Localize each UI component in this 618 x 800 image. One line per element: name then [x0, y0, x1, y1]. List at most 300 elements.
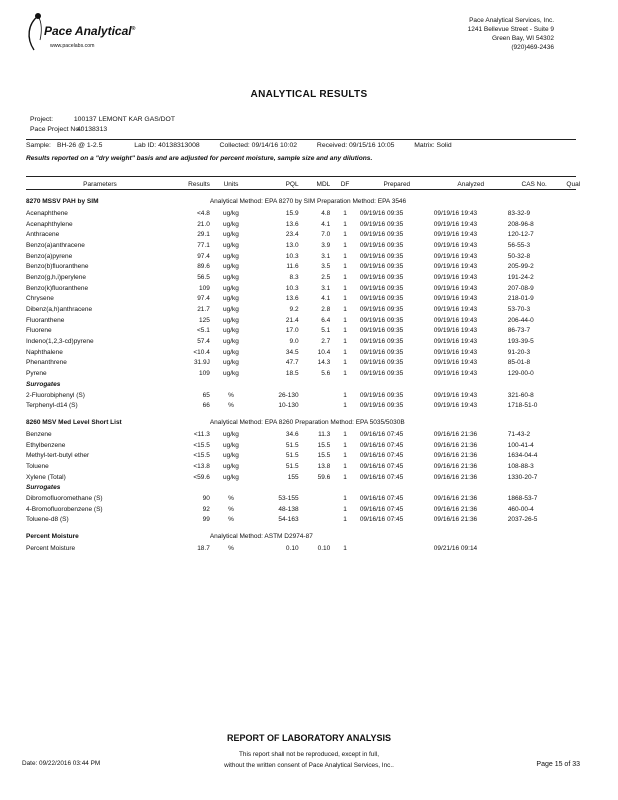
table-cell: 1	[343, 252, 347, 260]
table-cell	[299, 504, 331, 515]
table-cell: 1	[343, 348, 347, 356]
pace-project-line	[30, 125, 107, 135]
table-cell: 1	[343, 473, 347, 481]
section-header-row	[26, 190, 586, 208]
table-cell	[561, 283, 586, 294]
table-cell: 120-12-7	[507, 231, 534, 239]
table-row	[26, 543, 586, 554]
surrogate-row	[26, 390, 586, 401]
table-cell	[299, 493, 331, 504]
table-cell	[561, 390, 586, 401]
table-row	[26, 358, 586, 369]
table-cell: 10.3	[285, 252, 299, 260]
table-cell: Terphenyl-d14 (S)	[26, 402, 78, 410]
table-cell: 3.1	[321, 284, 331, 292]
logo-url: www.pacelabs.com	[50, 43, 95, 49]
table-cell: 1868-53-7	[507, 495, 538, 503]
surrogate-row	[26, 515, 586, 526]
table-cell	[561, 515, 586, 526]
received-date: Received: 09/15/16 10:05	[316, 142, 395, 149]
table-cell: %	[228, 391, 234, 399]
table-cell: Benzene	[26, 430, 52, 438]
table-cell: 09/19/16 09:35	[359, 327, 404, 335]
table-cell	[561, 429, 586, 440]
table-cell: ug/kg	[223, 241, 239, 249]
table-cell: <59.6	[193, 473, 210, 481]
table-cell: ug/kg	[223, 273, 239, 281]
table-cell: 09/19/16 09:35	[359, 295, 404, 303]
table-cell	[360, 543, 434, 554]
table-cell	[561, 472, 586, 483]
table-cell: <11.3	[193, 430, 210, 438]
table-cell: 10.4	[317, 348, 331, 356]
table-cell: 2037-26-5	[507, 516, 538, 524]
table-cell: 2.5	[321, 273, 331, 281]
table-cell: 4.8	[321, 209, 331, 217]
table-cell: 218-01-9	[507, 295, 534, 303]
table-cell: 1	[343, 338, 347, 346]
table-row	[26, 229, 586, 240]
table-cell	[561, 358, 586, 369]
table-cell: 191-24-2	[507, 273, 534, 281]
table-cell: 90	[202, 495, 210, 503]
table-cell: 1	[343, 505, 347, 513]
table-cell: 09/19/16 19:43	[433, 220, 478, 228]
table-cell: %	[228, 505, 234, 513]
table-cell: Ethylbenzene	[26, 441, 66, 449]
col-header: Prepared	[383, 180, 411, 188]
table-cell: 1	[343, 495, 347, 503]
table-cell: 5.6	[321, 370, 331, 378]
table-cell: 18.7	[197, 545, 210, 553]
table-cell: 09/19/16 19:43	[433, 338, 478, 346]
table-cell	[561, 493, 586, 504]
table-cell: 09/16/16 21:36	[433, 495, 478, 503]
table-cell: 1	[343, 220, 347, 228]
table-cell	[561, 208, 586, 219]
table-cell: 1	[343, 306, 347, 314]
table-cell: ug/kg	[223, 359, 239, 367]
table-cell: 1	[343, 462, 347, 470]
table-cell: <5.1	[197, 327, 210, 335]
col-header: DF	[340, 180, 350, 188]
table-cell: ug/kg	[223, 209, 239, 217]
table-cell: ug/kg	[223, 231, 239, 239]
table-cell	[299, 515, 331, 526]
section-method: Analytical Method: EPA 8260 Preparation Method: EPA 5035/5030B	[209, 418, 405, 426]
table-cell: Benzo(b)fluoranthene	[26, 263, 89, 271]
table-cell: <13.8	[193, 462, 210, 470]
section-header-row	[26, 411, 586, 429]
table-row	[26, 440, 586, 451]
lab-address-line2: Green Bay, WI 54302	[491, 35, 554, 42]
table-cell: Methyl-tert-butyl ether	[26, 452, 90, 460]
table-cell: 09/19/16 09:35	[359, 359, 404, 367]
table-cell	[561, 304, 586, 315]
table-cell: 21.0	[197, 220, 210, 228]
table-cell: ug/kg	[223, 370, 239, 378]
table-cell: 1	[343, 516, 347, 524]
table-cell: 09/19/16 19:43	[433, 402, 478, 410]
table-cell	[561, 251, 586, 262]
table-cell: 09/16/16 07:45	[359, 473, 404, 481]
table-cell: 13.6	[285, 220, 299, 228]
table-cell	[561, 326, 586, 337]
table-cell: %	[228, 495, 234, 503]
table-cell: 1	[343, 430, 347, 438]
lab-address-line1: 1241 Bellevue Street - Suite 9	[467, 26, 554, 33]
table-row	[26, 283, 586, 294]
surrogate-row	[26, 493, 586, 504]
table-cell: 1634-04-4	[507, 452, 538, 460]
table-cell: 09/21/16 09:14	[433, 545, 478, 553]
table-cell: 100-41-4	[507, 441, 534, 449]
table-cell: 09/16/16 21:36	[433, 452, 478, 460]
table-cell: ug/kg	[223, 327, 239, 335]
table-cell: 09/19/16 19:43	[433, 370, 478, 378]
col-header: MDL	[316, 180, 331, 188]
table-row	[26, 294, 586, 305]
table-cell	[561, 272, 586, 283]
table-cell	[561, 240, 586, 251]
surrogates-label: Surrogates	[26, 484, 61, 492]
table-cell: 2.8	[321, 306, 331, 314]
table-cell: <15.5	[193, 441, 210, 449]
table-cell: 09/19/16 19:43	[433, 273, 478, 281]
table-cell: Indeno(1,2,3-cd)pyrene	[26, 338, 94, 346]
project-value: 100137 LEMONT KAR GAS/DOT	[73, 116, 176, 123]
table-cell	[561, 315, 586, 326]
table-cell: 53-155	[278, 495, 299, 503]
table-cell: 09/19/16 09:35	[359, 306, 404, 314]
sample-label: Sample:	[26, 142, 51, 149]
col-header: Parameters	[83, 180, 117, 188]
table-cell: 09/16/16 07:45	[359, 462, 404, 470]
section-method: Analytical Method: ASTM D2974-87	[209, 532, 313, 540]
collected-date: Collected: 09/14/16 10:02	[219, 142, 298, 149]
table-cell: ug/kg	[223, 252, 239, 260]
divider	[26, 139, 576, 140]
table-cell: 108-88-3	[507, 462, 534, 470]
table-cell	[561, 336, 586, 347]
table-cell: 09/19/16 19:43	[433, 391, 478, 399]
pace-project-label: Pace Project No.:	[30, 126, 83, 133]
table-cell	[561, 450, 586, 461]
table-cell: 21.4	[285, 316, 299, 324]
table-cell: 11.3	[318, 430, 331, 438]
table-cell: 3.5	[321, 263, 331, 271]
table-cell: Fluoranthene	[26, 316, 65, 324]
table-cell	[508, 543, 561, 554]
table-cell: ug/kg	[223, 263, 239, 271]
table-cell	[561, 440, 586, 451]
table-cell: 09/16/16 07:45	[359, 441, 404, 449]
table-cell: 5.1	[321, 327, 331, 335]
col-header: Qual	[566, 180, 581, 188]
table-cell: 50-32-8	[507, 252, 531, 260]
table-cell: ug/kg	[223, 348, 239, 356]
table-cell: 1718-51-0	[507, 402, 538, 410]
table-cell: 09/16/16 21:36	[433, 441, 478, 449]
lab-id: Lab ID: 40138313008	[134, 142, 200, 149]
table-cell: 09/19/16 09:35	[359, 284, 404, 292]
header-divider-top	[26, 176, 576, 177]
table-cell: 09/19/16 09:35	[359, 338, 404, 346]
table-cell: 09/19/16 19:43	[433, 306, 478, 314]
table-cell: 51.5	[285, 452, 299, 460]
table-cell: 92	[202, 505, 210, 513]
table-cell: Acenaphthene	[26, 209, 68, 217]
section-method: Analytical Method: EPA 8270 by SIM Preparation Method: EPA 3546	[209, 197, 407, 205]
table-cell: 09/19/16 09:35	[359, 220, 404, 228]
table-cell: 9.0	[289, 338, 299, 346]
table-cell: 0.10	[285, 545, 299, 553]
table-cell: 09/19/16 19:43	[433, 327, 478, 335]
table-cell: 15.5	[317, 441, 331, 449]
table-cell: 15.5	[317, 452, 331, 460]
table-cell: 59.6	[317, 473, 331, 481]
table-cell: 1	[343, 327, 347, 335]
table-cell: 6.4	[321, 316, 331, 324]
table-cell: 89.6	[197, 263, 210, 271]
table-cell: 1	[343, 209, 347, 217]
table-cell: 97.4	[197, 295, 210, 303]
table-row	[26, 261, 586, 272]
table-cell: 34.5	[285, 348, 299, 356]
table-cell: 23.4	[285, 231, 299, 239]
table-cell: 1	[343, 316, 347, 324]
table-cell: 65	[202, 391, 210, 399]
table-cell: Percent Moisture	[26, 545, 76, 553]
table-cell: ug/kg	[223, 430, 239, 438]
table-cell: 86-73-7	[507, 327, 531, 335]
table-cell: Benzo(g,h,i)perylene	[26, 273, 86, 281]
table-cell: 09/19/16 19:43	[433, 231, 478, 239]
table-cell: ug/kg	[223, 306, 239, 314]
section-name: 8270 MSSV PAH by SIM	[26, 197, 99, 205]
table-cell: Naphthalene	[26, 348, 63, 356]
table-cell	[561, 294, 586, 305]
table-cell: 460-00-4	[507, 505, 534, 513]
table-cell: 4-Bromofluorobenzene (S)	[26, 505, 103, 513]
table-cell: ug/kg	[223, 452, 239, 460]
table-cell: Toluene-d8 (S)	[26, 516, 69, 524]
footer-title: REPORT OF LABORATORY ANALYSIS	[226, 733, 392, 743]
table-cell: 54-163	[278, 516, 299, 524]
table-cell: 09/16/16 21:36	[433, 473, 478, 481]
table-cell: 208-96-8	[507, 220, 534, 228]
table-cell: 13.8	[317, 462, 331, 470]
table-cell	[299, 400, 331, 411]
surrogates-header-row	[26, 379, 586, 390]
table-cell: 56.5	[197, 273, 210, 281]
col-header: PQL	[285, 180, 299, 188]
table-cell	[561, 461, 586, 472]
table-cell: 1	[343, 452, 347, 460]
table-cell: 193-39-5	[507, 338, 534, 346]
table-cell: 47.7	[285, 359, 299, 367]
table-row	[26, 219, 586, 230]
table-cell	[561, 400, 586, 411]
page-number: Page 15 of 33	[536, 761, 580, 768]
surrogate-row	[26, 400, 586, 411]
table-cell: Toluene	[26, 462, 49, 470]
table-cell: <15.5	[193, 452, 210, 460]
logo-text: Pace Analytical	[44, 24, 132, 38]
table-cell: Xylene (Total)	[26, 473, 66, 481]
table-cell: 155	[287, 473, 299, 481]
table-cell: 66	[202, 402, 210, 410]
table-cell: Benzo(a)pyrene	[26, 252, 73, 260]
table-cell: 206-44-0	[507, 316, 534, 324]
table-cell: 207-08-9	[507, 284, 534, 292]
table-row	[26, 450, 586, 461]
table-cell: 29.1	[197, 231, 210, 239]
table-cell: 205-99-2	[507, 263, 534, 271]
table-cell: Fluorene	[26, 327, 52, 335]
table-cell: 10-130	[278, 402, 299, 410]
table-cell: 2.7	[321, 338, 331, 346]
table-cell: 15.9	[285, 209, 299, 217]
table-cell: 321-60-8	[507, 391, 534, 399]
table-cell: <10.4	[193, 348, 210, 356]
lab-phone: (920)469-2436	[511, 44, 554, 51]
table-cell: 1	[343, 545, 347, 553]
table-cell: Pyrene	[26, 370, 47, 378]
table-cell: 26-130	[278, 391, 299, 399]
table-cell: 51.5	[285, 441, 299, 449]
table-row	[26, 304, 586, 315]
footer-line1: This report shall not be reproduced, except in full,	[239, 751, 379, 758]
table-cell: 09/19/16 09:35	[359, 209, 404, 217]
table-cell: 09/19/16 09:35	[359, 241, 404, 249]
table-cell: 1	[343, 284, 347, 292]
project-line	[30, 115, 175, 125]
table-cell: ug/kg	[223, 462, 239, 470]
table-cell	[561, 261, 586, 272]
table-cell: 17.0	[285, 327, 299, 335]
table-cell: 3.1	[321, 252, 331, 260]
table-row	[26, 461, 586, 472]
table-row	[26, 429, 586, 440]
col-header: Results	[188, 180, 210, 188]
table-cell: 1	[343, 241, 347, 249]
table-row	[26, 472, 586, 483]
table-cell: 0.10	[317, 545, 331, 553]
table-cell: 1	[343, 273, 347, 281]
page-title: ANALYTICAL RESULTS	[250, 89, 368, 100]
table-cell	[561, 219, 586, 230]
table-cell: 09/16/16 21:36	[433, 516, 478, 524]
table-cell: 34.6	[285, 430, 299, 438]
table-cell: 7.0	[321, 231, 331, 239]
table-cell: 09/19/16 19:43	[433, 348, 478, 356]
table-cell: 71-43-2	[507, 430, 531, 438]
section-name: 8260 MSV Med Level Short List	[26, 418, 122, 426]
table-header-row	[26, 178, 586, 190]
table-cell: 09/16/16 07:45	[359, 505, 404, 513]
table-cell	[561, 543, 586, 554]
logo-registered: ®	[131, 26, 136, 32]
table-cell: 09/16/16 21:36	[433, 430, 478, 438]
table-cell: 09/16/16 07:45	[359, 430, 404, 438]
table-cell: 09/19/16 19:43	[433, 295, 478, 303]
table-cell: 09/19/16 19:43	[433, 252, 478, 260]
table-cell: 99	[202, 516, 210, 524]
table-cell: Acenaphthylene	[26, 220, 73, 228]
table-cell: 1	[343, 370, 347, 378]
table-cell: 09/19/16 09:35	[359, 263, 404, 271]
table-cell: ug/kg	[223, 473, 239, 481]
table-cell: 14.3	[317, 359, 331, 367]
table-cell: 77.1	[197, 241, 210, 249]
lab-address	[468, 16, 554, 52]
table-cell: 09/16/16 21:36	[433, 505, 478, 513]
sample-info	[26, 142, 470, 149]
table-cell: 48-138	[278, 505, 299, 513]
table-cell: 85-01-8	[507, 359, 531, 367]
table-cell: %	[228, 516, 234, 524]
sample-id: BH-26 @ 1-2.5	[56, 142, 103, 149]
table-cell: 109	[198, 284, 210, 292]
section-name: Percent Moisture	[26, 532, 79, 540]
report-date: Date: 09/22/2016 03:44 PM	[22, 760, 101, 767]
footer-line2: without the written consent of Pace Analytical Services, Inc..	[224, 762, 394, 769]
table-row	[26, 368, 586, 379]
pace-logo	[20, 10, 140, 58]
table-cell: Anthracene	[26, 231, 60, 239]
table-cell: 09/19/16 09:35	[359, 231, 404, 239]
table-cell	[561, 504, 586, 515]
col-header: Units	[223, 180, 239, 188]
table-cell: Benzo(a)anthracene	[26, 241, 85, 249]
table-cell: 09/16/16 07:45	[359, 495, 404, 503]
table-cell: 1	[343, 391, 347, 399]
table-cell: 4.1	[321, 220, 331, 228]
table-cell: 09/19/16 19:43	[433, 263, 478, 271]
table-cell	[299, 390, 331, 401]
table-cell: Dibenz(a,h)anthracene	[26, 306, 93, 314]
table-cell: %	[228, 402, 234, 410]
table-cell: 2-Fluorobiphenyl (S)	[26, 391, 85, 399]
table-cell: 8.3	[289, 273, 299, 281]
table-cell: 09/19/16 19:43	[433, 316, 478, 324]
table-cell: ug/kg	[223, 295, 239, 303]
table-cell	[561, 368, 586, 379]
table-cell: 125	[198, 316, 210, 324]
table-cell: 83-32-9	[507, 209, 531, 217]
project-label: Project:	[30, 116, 54, 123]
table-cell: 09/19/16 19:43	[433, 209, 478, 217]
results-table	[26, 178, 586, 554]
table-cell: Chrysene	[26, 295, 54, 303]
table-cell: 4.1	[321, 295, 331, 303]
table-cell: <4.8	[197, 209, 210, 217]
table-cell: 91-20-3	[507, 348, 531, 356]
table-cell: 09/19/16 19:43	[433, 241, 478, 249]
table-cell: 1	[343, 231, 347, 239]
table-cell: 09/19/16 09:35	[359, 348, 404, 356]
surrogate-row	[26, 504, 586, 515]
surrogates-label: Surrogates	[26, 380, 61, 388]
results-note: Results reported on a "dry weight" basis and are adjusted for percent moisture, sample size and any dilutions.	[26, 155, 373, 162]
table-cell: 09/19/16 09:35	[359, 316, 404, 324]
table-cell: 56-55-3	[507, 241, 531, 249]
table-cell	[561, 229, 586, 240]
table-cell: 09/16/16 07:45	[359, 516, 404, 524]
table-cell: 1	[343, 441, 347, 449]
table-cell: 57.4	[197, 338, 210, 346]
